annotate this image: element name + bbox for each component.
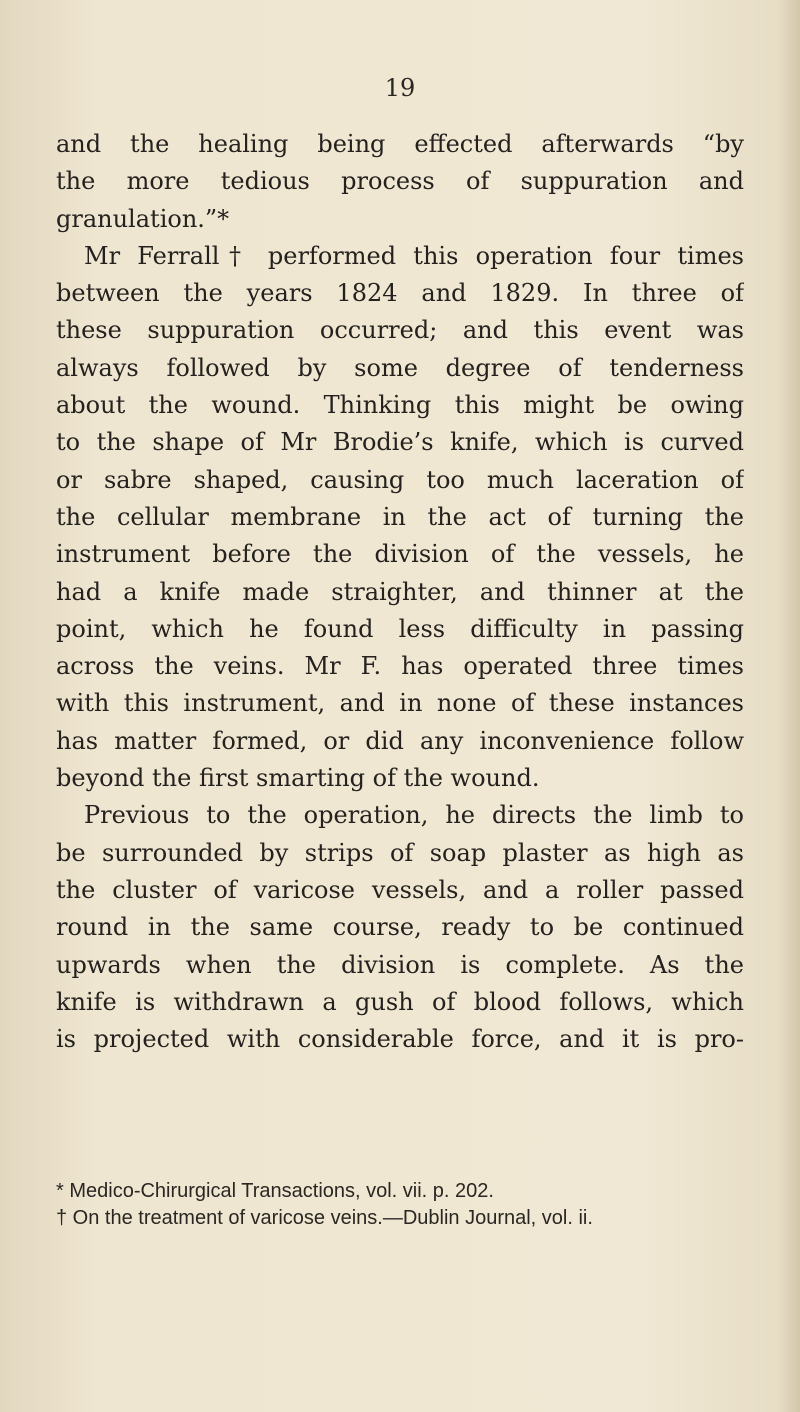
- text-line: the cluster of varicose vessels, and a roller passed: [56, 875, 744, 904]
- text-line: round in the same course, ready to be continued: [56, 913, 744, 942]
- text-line: about the wound. Thinking this might be owing: [56, 391, 744, 420]
- text-line: is projected with considerable force, and it is pro-: [56, 1025, 744, 1054]
- text-line: had a knife made straighter, and thinner at the: [56, 577, 744, 606]
- body-text: [56, 126, 744, 1058]
- text-line: between the years 1824 and 1829. In three of: [56, 279, 744, 308]
- text-line: granulation.”*: [56, 204, 230, 233]
- text-line: across the veins. Mr F. has operated three times: [56, 652, 744, 681]
- footnotes: [56, 1178, 756, 1232]
- text-line: always followed by some degree of tenderness: [56, 353, 744, 382]
- text-line: has matter formed, or did any inconvenience follow: [56, 726, 744, 755]
- text-line: with this instrument, and in none of these instances: [56, 689, 744, 718]
- text-line: Previous to the operation, he directs the limb to: [84, 801, 744, 830]
- text-line: the more tedious process of suppuration and: [56, 167, 744, 196]
- footnote: * Medico-Chirurgical Transactions, vol. vii. p. 202.: [56, 1180, 494, 1202]
- text-line: upwards when the division is complete. As the: [56, 950, 744, 979]
- text-line: or sabre shaped, causing too much laceration of: [56, 465, 744, 494]
- text-line: point, which he found less difficulty in passing: [56, 614, 744, 643]
- text-line: to the shape of Mr Brodie’s knife, which is curved: [56, 428, 744, 457]
- text-line: knife is withdrawn a gush of blood follows, which: [56, 987, 744, 1016]
- text-line: the cellular membrane in the act of turning the: [56, 502, 744, 531]
- page-edge-shadow: [778, 0, 800, 1412]
- text-line: Mr Ferrall† performed this operation four times: [84, 241, 744, 270]
- footnote: † On the treatment of varicose veins.—Dublin Journal, vol. ii.: [56, 1207, 593, 1229]
- text-line: and the healing being effected afterwards “by: [56, 130, 744, 158]
- page-number: 19: [384, 74, 416, 102]
- text-line: instrument before the division of the vessels, he: [56, 540, 744, 569]
- text-line: these suppuration occurred; and this event was: [56, 316, 744, 345]
- text-line: be surrounded by strips of soap plaster as high as: [56, 838, 744, 867]
- text-line: beyond the first smarting of the wound.: [56, 764, 540, 793]
